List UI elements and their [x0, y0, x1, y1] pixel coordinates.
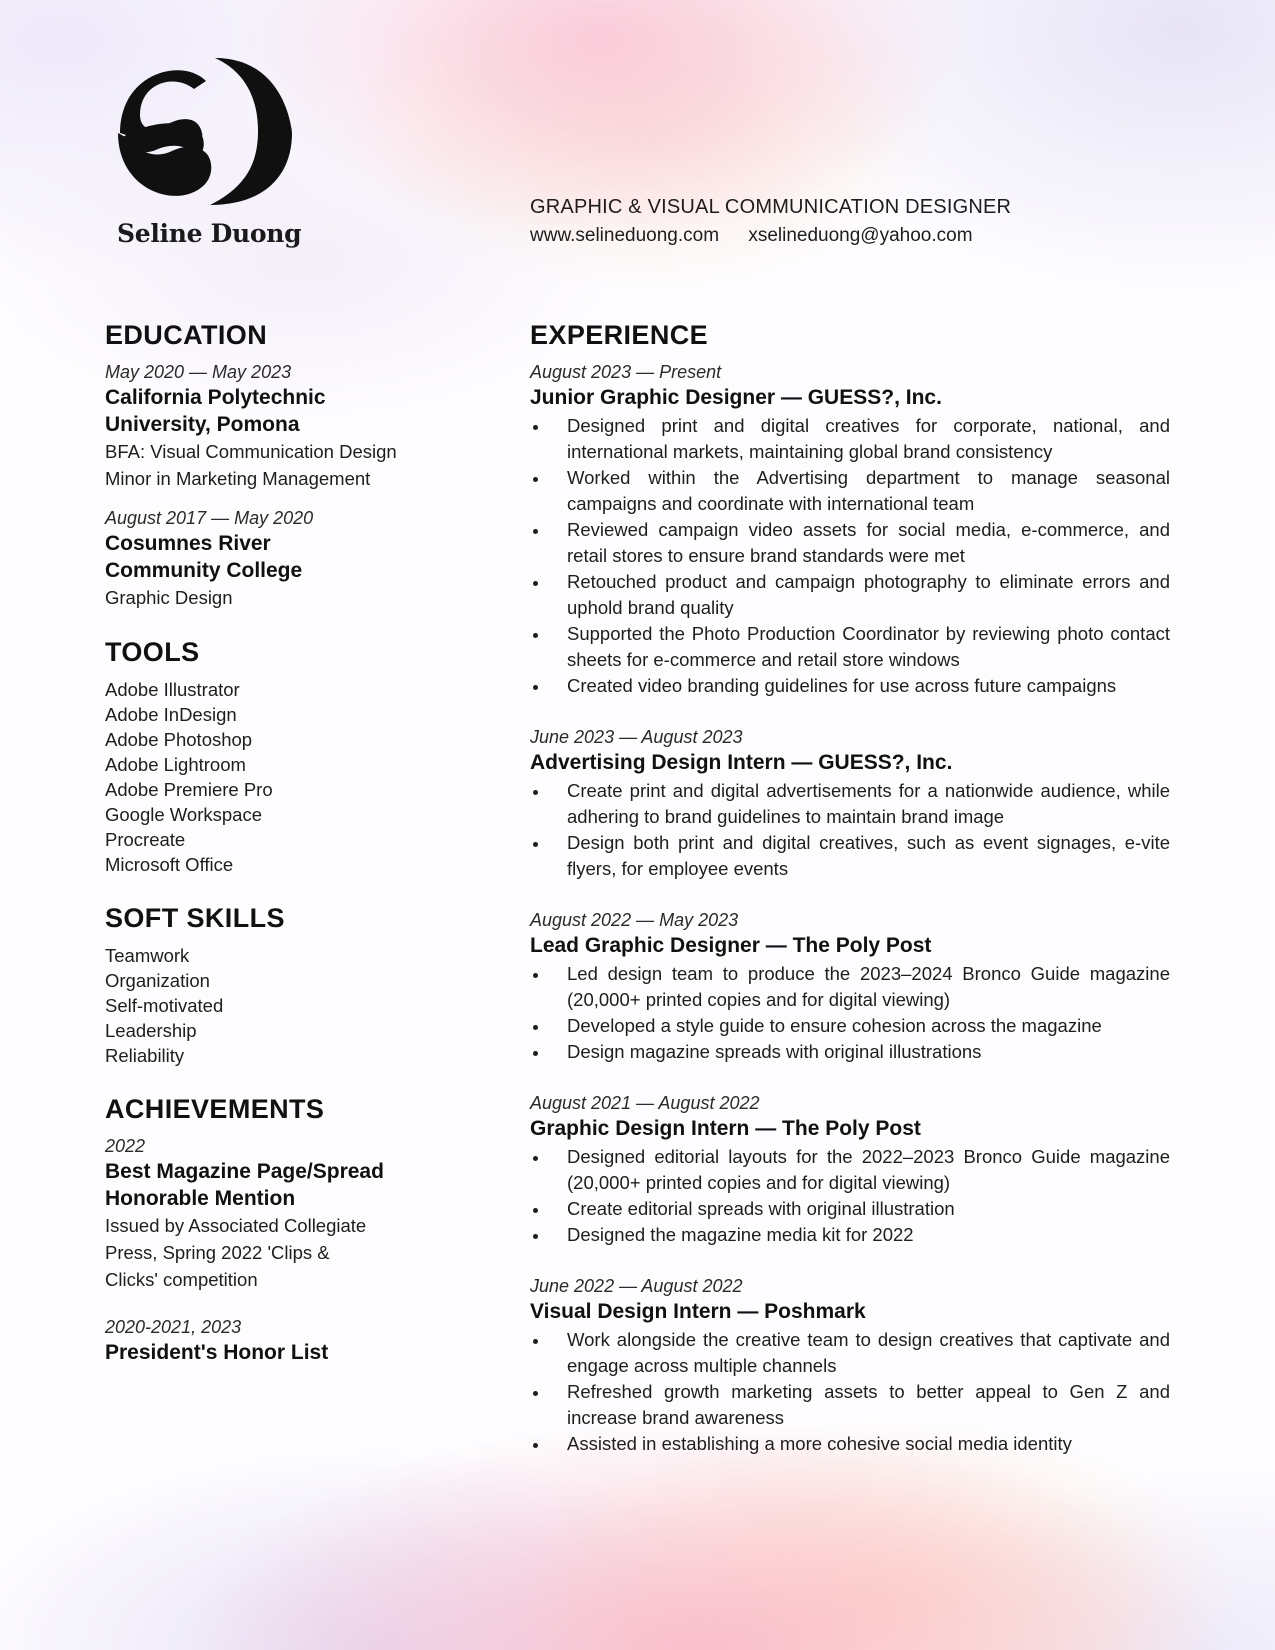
- school-name: Community College: [105, 559, 303, 582]
- entry-date: May 2020 — May 2023: [105, 362, 292, 382]
- minor: Minor in Marketing Management: [105, 468, 371, 489]
- soft-skills-list: [105, 943, 485, 1068]
- job-title: Graphic Design Intern — The Poly Post: [530, 1117, 921, 1140]
- school-name: Cosumnes River: [105, 532, 271, 555]
- tools-section: [105, 635, 485, 877]
- list-item: Design magazine spreads with original illustrations: [530, 1039, 1170, 1065]
- job-entry: [530, 725, 1170, 882]
- achievement-detail: Issued by Associated Collegiate: [105, 1215, 367, 1236]
- job-entry: [530, 1274, 1170, 1457]
- job-title: Junior Graphic Designer — GUESS?, Inc.: [530, 386, 942, 409]
- list-item: Teamwork: [105, 945, 190, 966]
- list-item: Designed the magazine media kit for 2022: [530, 1222, 1170, 1248]
- job-bullets: [530, 413, 1170, 699]
- list-item: Create editorial spreads with original illustration: [530, 1196, 1170, 1222]
- education-entry: [105, 360, 485, 492]
- entry-date: August 2017 — May 2020: [105, 508, 314, 528]
- list-item: Led design team to produce the 2023–2024 Bronco Guide magazine (20,000+ printed copies and for digital viewing): [530, 961, 1170, 1013]
- achievement-title: Honorable Mention: [105, 1187, 296, 1210]
- achievements-section: [105, 1092, 485, 1366]
- degree: BFA: Visual Communication Design: [105, 441, 397, 462]
- section-heading: EDUCATION: [105, 320, 268, 350]
- list-item: Adobe Premiere Pro: [105, 779, 273, 800]
- list-item: Supported the Photo Production Coordinator by reviewing photo contact sheets for e-commerce and retail store windows: [530, 621, 1170, 673]
- job-entry: [530, 360, 1170, 699]
- list-item: Reviewed campaign video assets for social media, e-commerce, and retail stores to ensure brand standards were met: [530, 517, 1170, 569]
- website-link[interactable]: www.selineduong.com: [530, 225, 720, 246]
- candidate-name: Seline Duong: [117, 219, 302, 248]
- list-item: Refreshed growth marketing assets to better appeal to Gen Z and increase brand awareness: [530, 1379, 1170, 1431]
- entry-date: August 2023 — Present: [530, 362, 722, 382]
- achievement-title: Best Magazine Page/Spread: [105, 1160, 384, 1183]
- job-title: Lead Graphic Designer — The Poly Post: [530, 934, 932, 957]
- list-item: Reliability: [105, 1045, 185, 1066]
- job-bullets: [530, 961, 1170, 1065]
- job-entry: [530, 1091, 1170, 1248]
- job-bullets: [530, 778, 1170, 882]
- list-item: Leadership: [105, 1020, 197, 1041]
- tools-list: [105, 677, 485, 877]
- list-item: Worked within the Advertising department to manage seasonal campaigns and coordinate with international team: [530, 465, 1170, 517]
- list-item: Developed a style guide to ensure cohesion across the magazine: [530, 1013, 1170, 1039]
- list-item: Assisted in establishing a more cohesive social media identity: [530, 1431, 1170, 1457]
- entry-date: 2022: [105, 1136, 146, 1156]
- list-item: Procreate: [105, 829, 186, 850]
- entry-date: 2020-2021, 2023: [105, 1317, 242, 1337]
- achievement-detail: Clicks' competition: [105, 1269, 258, 1290]
- job-title: Advertising Design Intern — GUESS?, Inc.: [530, 751, 953, 774]
- list-item: Self-motivated: [105, 995, 224, 1016]
- section-heading: SOFT SKILLS: [105, 903, 285, 933]
- list-item: Google Workspace: [105, 804, 262, 825]
- education-entry: [105, 506, 485, 611]
- degree: Graphic Design: [105, 587, 233, 608]
- list-item: Design both print and digital creatives, such as event signages, e-vite flyers, for employee events: [530, 830, 1170, 882]
- list-item: Designed print and digital creatives for corporate, national, and international markets, maintaining global brand consistency: [530, 413, 1170, 465]
- email-link[interactable]: xselineduong@yahoo.com: [748, 225, 973, 246]
- education-section: [105, 318, 485, 611]
- list-item: Organization: [105, 970, 210, 991]
- job-bullets: [530, 1144, 1170, 1248]
- entry-date: June 2023 — August 2023: [530, 727, 743, 747]
- list-item: Designed editorial layouts for the 2022–2023 Bronco Guide magazine (20,000+ printed copies and for digital viewing): [530, 1144, 1170, 1196]
- job-bullets: [530, 1327, 1170, 1457]
- achievement-detail: Press, Spring 2022 'Clips &: [105, 1242, 330, 1263]
- sd-monogram-icon: [110, 55, 300, 210]
- list-item: Create print and digital advertisements for a nationwide audience, while adhering to brand guidelines to maintain brand image: [530, 778, 1170, 830]
- experience-section: [530, 318, 1170, 1457]
- entry-date: August 2022 — May 2023: [530, 910, 739, 930]
- job-title: Visual Design Intern — Poshmark: [530, 1300, 866, 1323]
- right-column: [530, 318, 1170, 1457]
- section-heading: ACHIEVEMENTS: [105, 1094, 325, 1124]
- list-item: Adobe Lightroom: [105, 754, 246, 775]
- list-item: Adobe Photoshop: [105, 729, 253, 750]
- section-heading: EXPERIENCE: [530, 320, 709, 350]
- logo-monogram: [110, 55, 300, 210]
- list-item: Work alongside the creative team to design creatives that captivate and engage across multiple channels: [530, 1327, 1170, 1379]
- achievement-entry: [105, 1134, 485, 1293]
- list-item: Adobe InDesign: [105, 704, 237, 725]
- left-column: [105, 318, 485, 1366]
- list-item: Microsoft Office: [105, 854, 234, 875]
- list-item: Adobe Illustrator: [105, 679, 240, 700]
- job-tagline: GRAPHIC & VISUAL COMMUNICATION DESIGNER: [530, 196, 1012, 218]
- contact-line: [530, 225, 973, 247]
- school-name: California Polytechnic: [105, 386, 326, 409]
- list-item: Created video branding guidelines for use across future campaigns: [530, 673, 1170, 699]
- job-entry: [530, 908, 1170, 1065]
- soft-skills-section: [105, 901, 485, 1068]
- entry-date: August 2021 — August 2022: [530, 1093, 760, 1113]
- achievement-entry: [105, 1315, 485, 1366]
- achievement-title: President's Honor List: [105, 1341, 329, 1364]
- entry-date: June 2022 — August 2022: [530, 1276, 743, 1296]
- section-heading: TOOLS: [105, 637, 200, 667]
- list-item: Retouched product and campaign photography to eliminate errors and uphold brand quality: [530, 569, 1170, 621]
- school-name: University, Pomona: [105, 413, 300, 436]
